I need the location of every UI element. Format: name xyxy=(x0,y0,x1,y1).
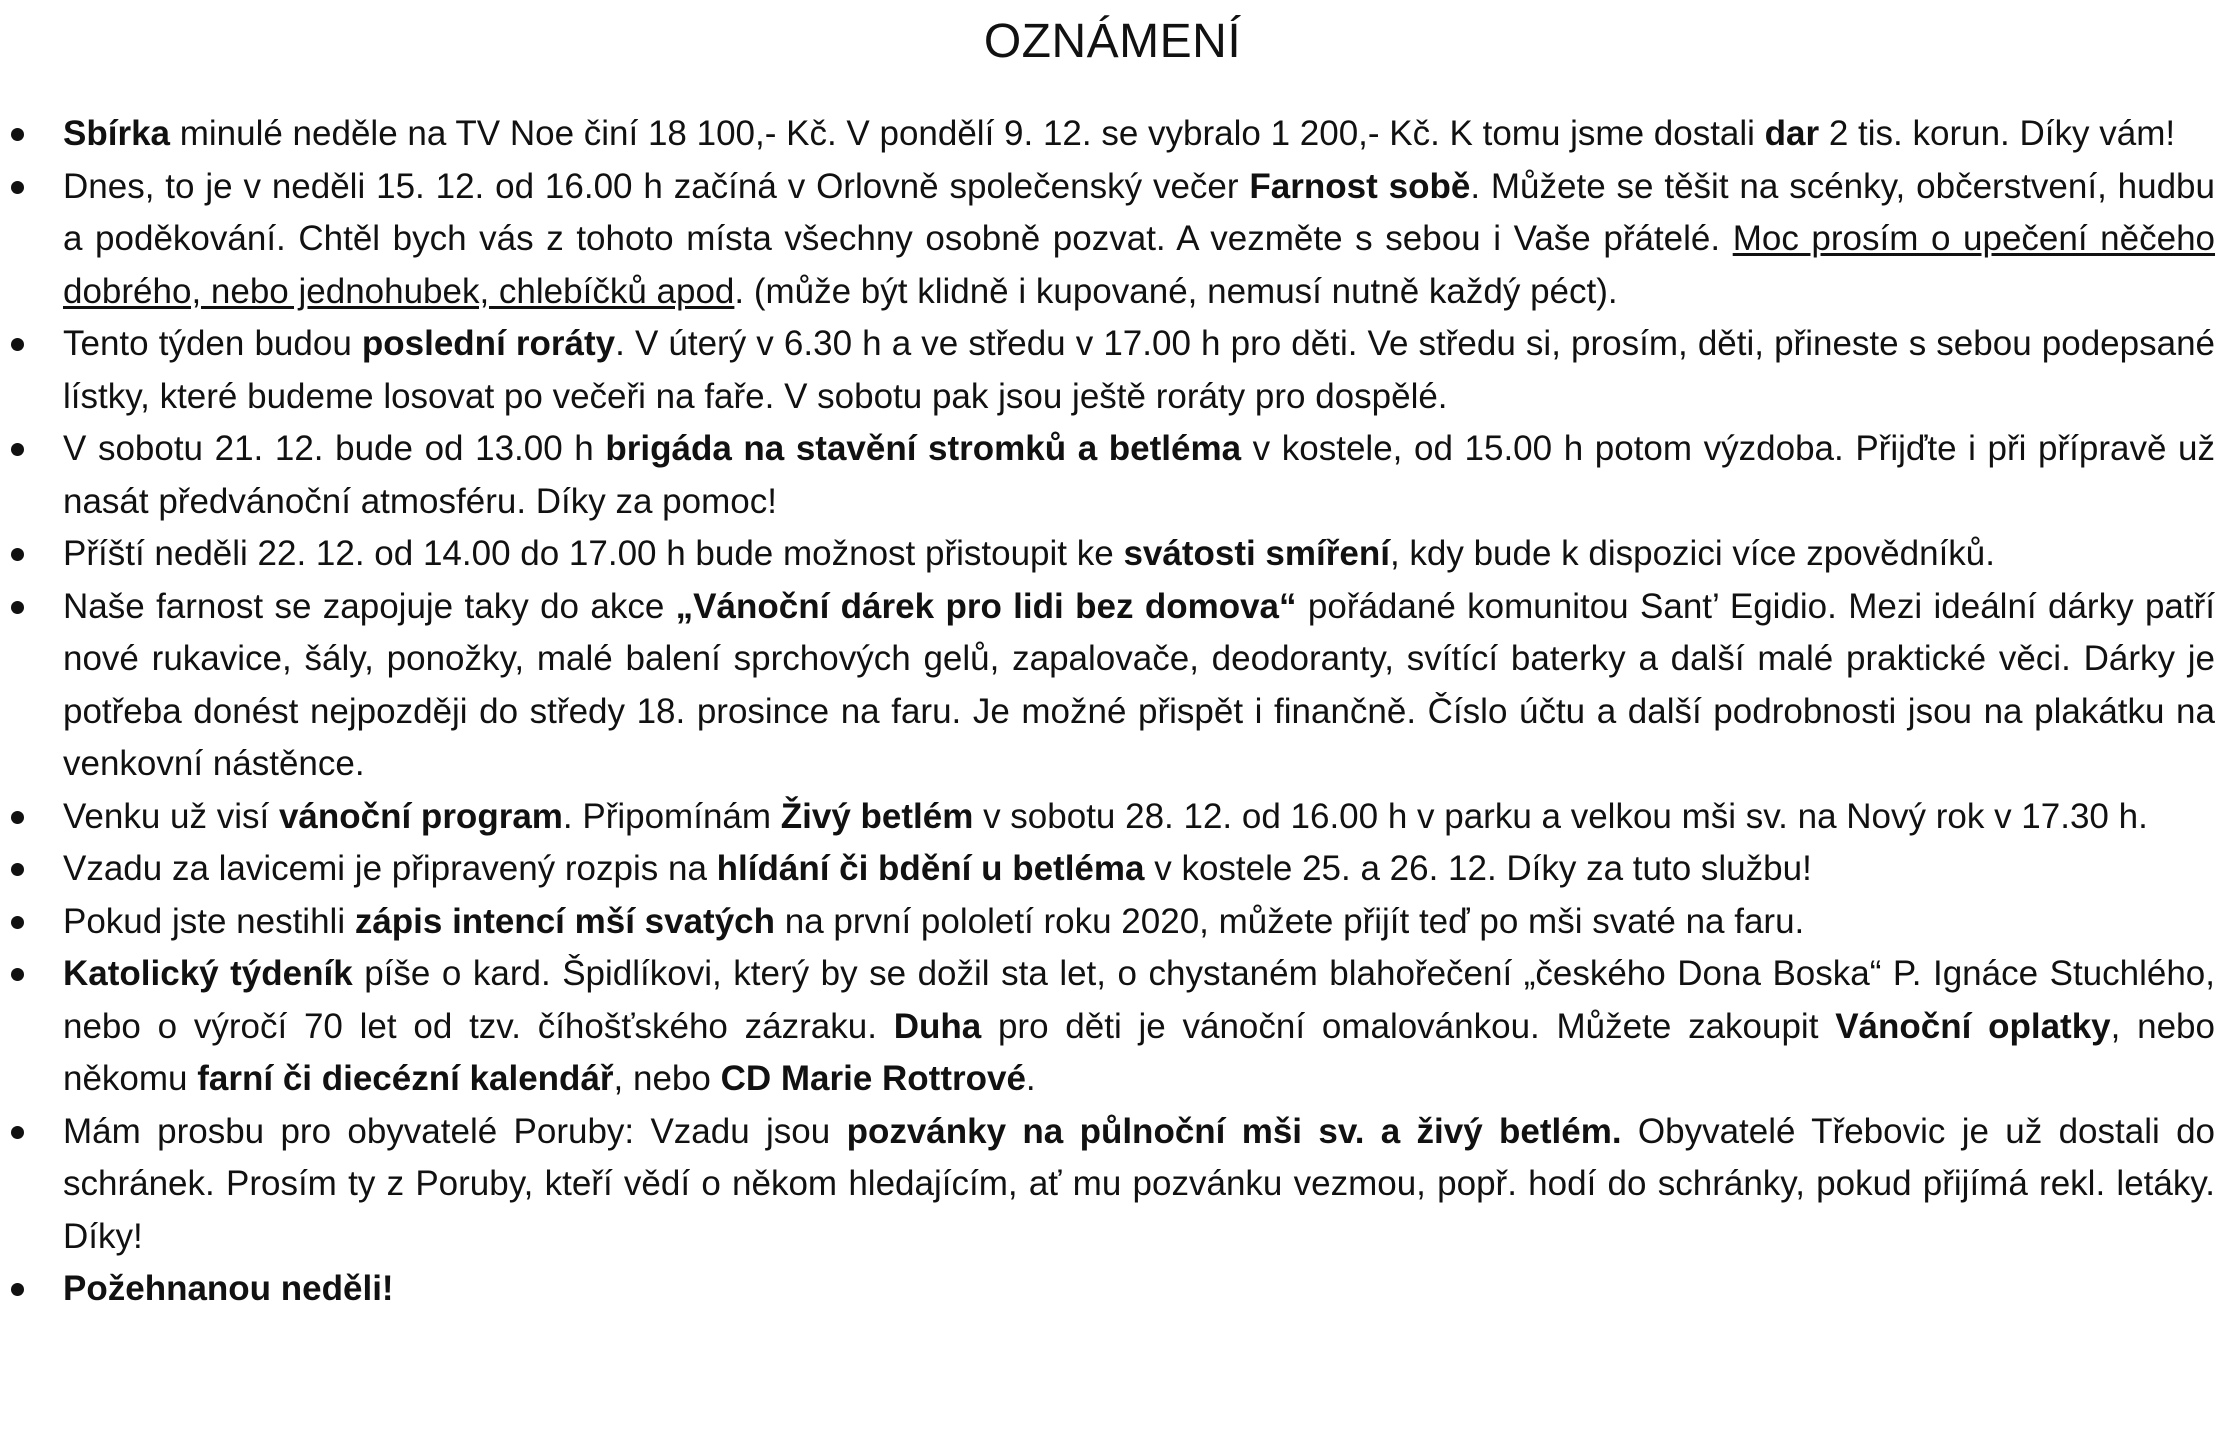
bold-text: Vánoční oplatky xyxy=(1835,1006,2111,1046)
bullet-icon xyxy=(11,338,24,351)
bullet-icon xyxy=(11,863,24,876)
bullet-icon xyxy=(11,916,24,929)
bullet-icon xyxy=(11,1126,24,1139)
item-text: Příští neděli 22. 12. od 14.00 do 17.00 h bude možnost přistoupit ke xyxy=(63,534,1124,573)
list-item xyxy=(0,318,2225,423)
item-text: Pokud jste nestihli xyxy=(63,901,355,941)
item-text: na první pololetí roku 2020, můžete přijít teď po mši svaté na faru. xyxy=(775,901,1805,941)
item-text: Vzadu za lavicemi je připravený rozpis na xyxy=(63,849,717,888)
list-item xyxy=(0,948,2225,1106)
bold-text: pozvánky na půlnoční mši sv. a živý betlém. xyxy=(846,1111,1622,1151)
bold-text: Katolický týdeník xyxy=(63,954,353,993)
bullet-icon xyxy=(11,128,24,141)
item-text: , nebo xyxy=(613,1059,721,1098)
item-text: v kostele, od 15.00 h potom výzdoba. Přijďte i při přípravě už nasát předvánoční atmosféru. Díky za pomoc! xyxy=(63,429,2215,521)
list-item xyxy=(0,1106,2225,1264)
item-text: pořádané komunitou Sant’ Egidio. Mezi ideální dárky patří nové rukavice, šály, ponožky, malé balení sprchových gelů, zapalovače, deodoranty, svítící baterky a další malé praktické věci. Dárky je potřeba donést nejpozději do středy 18. prosince na faru. Je možné přispět i finančně. Číslo účtu a další podrobnosti jsou na plakátku na venkovní nástěnce. xyxy=(63,586,2215,783)
bold-text: Duha xyxy=(893,1006,982,1046)
item-text: Dnes, to je v neděli 15. 12. od 16.00 h začíná v Orlovně společenský večer xyxy=(63,166,1250,206)
list-item xyxy=(0,791,2225,844)
item-text: Mám prosbu pro obyvatelé Poruby: Vzadu jsou xyxy=(63,1111,847,1151)
list-item xyxy=(0,896,2225,949)
bold-text: „Vánoční dárek pro lidi bez domova“ xyxy=(675,586,1297,626)
item-text: píše o kard. Špidlíkovi, který by se dožil sta let, o chystaném blahořečení „českého Dona Boska“ P. Ignáce Stuchlého, nebo o výročí 70 let od tzv. číhošťského zázraku. xyxy=(63,954,2215,1046)
item-text: Venku už visí xyxy=(63,796,279,836)
bullet-icon xyxy=(11,968,24,981)
item-text: 2 tis. korun. Díky vám! xyxy=(1819,114,2176,153)
bold-text: svátosti smíření xyxy=(1123,534,1390,573)
list-item xyxy=(0,1263,2225,1316)
bold-text: Požehnanou neděli! xyxy=(63,1269,394,1308)
bold-text: poslední roráty xyxy=(361,324,616,363)
list-item xyxy=(0,423,2225,528)
bold-text: farní či diecézní kalendář xyxy=(197,1059,614,1098)
page-title: OZNÁMENÍ xyxy=(983,15,1242,68)
item-text: pro děti je vánoční omalovánkou. Můžete zakoupit xyxy=(981,1006,1836,1046)
announcement-list xyxy=(0,108,2225,1316)
bullet-icon xyxy=(11,548,24,561)
item-text: , kdy bude k dispozici více zpovědníků. xyxy=(1389,534,1995,573)
bullet-icon xyxy=(11,181,24,194)
bold-text: dar xyxy=(1764,114,1820,153)
bold-text: zápis intencí mší svatých xyxy=(354,901,775,941)
item-text: minulé neděle na TV Noe činí 18 100,- Kč. V pondělí 9. 12. se vybralo 1 200,- Kč. K tomu jsme dostali xyxy=(170,114,1765,153)
bold-text: Sbírka xyxy=(63,114,170,153)
bold-text: hlídání či bdění u betléma xyxy=(716,849,1145,888)
item-text: v kostele 25. a 26. 12. Díky za tuto službu! xyxy=(1144,849,1812,888)
list-item xyxy=(0,108,2225,161)
bullet-icon xyxy=(11,811,24,824)
underlined-text: Moc prosím o upečení něčeho dobrého, nebo jednohubek, chlebíčků apod xyxy=(63,219,2216,311)
item-text: . V úterý v 6.30 h a ve středu v 17.00 h pro děti. Ve středu si, prosím, děti, přineste s sebou podepsané lístky, které budeme losovat po večeři na faře. V sobotu pak jsou ještě roráty pro dospělé. xyxy=(63,324,2215,416)
bullet-icon xyxy=(11,1283,24,1296)
item-text: Naše farnost se zapojuje taky do akce xyxy=(63,586,676,626)
item-text: . Můžete se těšit na scénky, občerstvení, hudbu a poděkování. Chtěl bych vás z tohoto místa všechny osobně pozvat. A vezměte s sebou i Vaše přátelé. xyxy=(63,166,2215,258)
bold-text: vánoční program xyxy=(278,796,563,836)
item-text: Tento týden budou xyxy=(63,324,362,363)
item-text: V sobotu 21. 12. bude od 13.00 h xyxy=(63,429,606,468)
item-text: . (může být klidně i kupované, nemusí nutně každý péct). xyxy=(734,271,1618,311)
list-item xyxy=(0,161,2225,319)
bullet-icon xyxy=(11,443,24,456)
item-text: v sobotu 28. 12. od 16.00 h v parku a velkou mši sv. na Nový rok v 17.30 h. xyxy=(973,796,2148,836)
item-text: , nebo někomu xyxy=(63,1006,2215,1098)
bullet-icon xyxy=(11,601,24,614)
list-item xyxy=(0,843,2225,896)
list-item xyxy=(0,528,2225,581)
bold-text: Farnost sobě xyxy=(1249,166,1471,206)
bold-text: Živý betlém xyxy=(780,796,974,836)
item-text: . Připomínám xyxy=(562,796,781,836)
item-text: . xyxy=(1025,1059,1036,1098)
list-item xyxy=(0,581,2225,791)
bold-text: CD Marie Rottrové xyxy=(720,1059,1026,1098)
bold-text: brigáda na stavění stromků a betléma xyxy=(605,429,1242,468)
item-text: Obyvatelé Třebovic je už dostali do schránek. Prosím ty z Poruby, kteří vědí o někom hledajícím, ať mu pozvánku vezmou, popř. hodí do schránky, pokud přijímá rekl. letáky. Díky! xyxy=(63,1111,2215,1256)
